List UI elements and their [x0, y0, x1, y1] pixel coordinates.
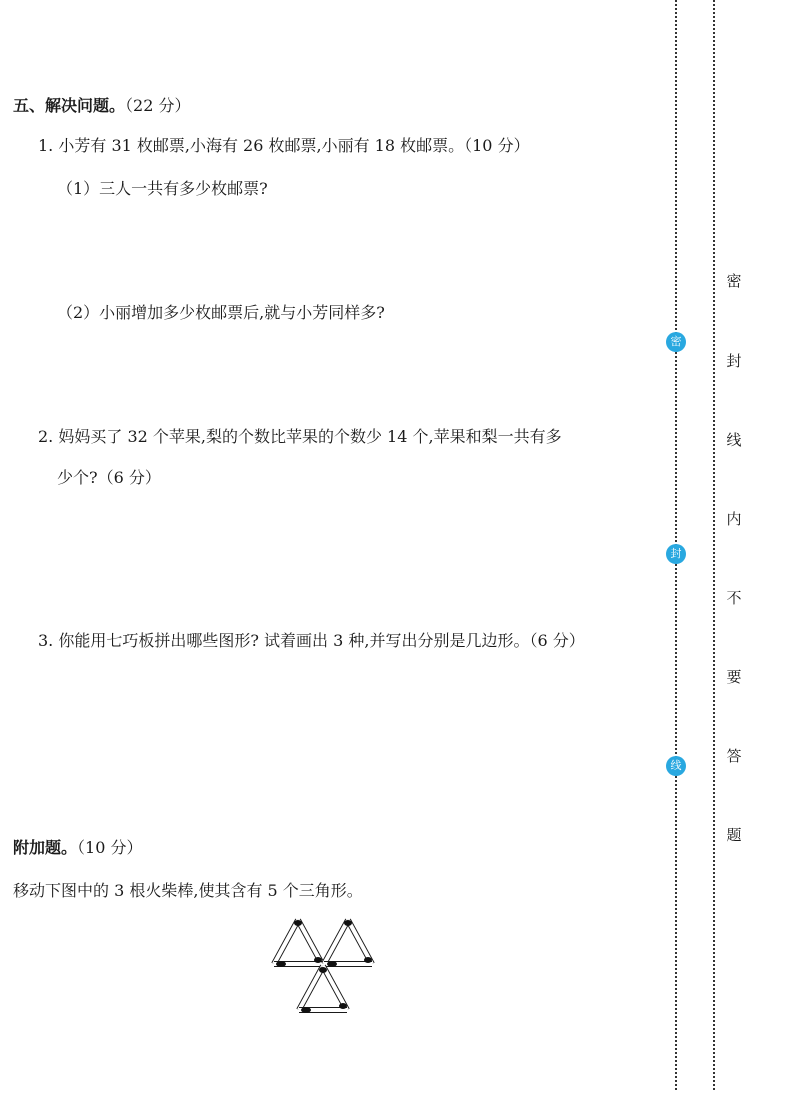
question-2-line-1: 2. 妈妈买了 32 个苹果,梨的个数比苹果的个数少 14 个,苹果和梨一共有多 [38, 427, 562, 446]
bonus-question: 移动下图中的 3 根火柴棒,使其含有 5 个三角形。 [13, 881, 363, 900]
match-head [276, 961, 286, 967]
binding-dotted-line-right [713, 0, 715, 1090]
matchstick [324, 920, 348, 964]
section-5-title-text: 五、解决问题。 [13, 96, 126, 115]
question-3: 3. 你能用七巧板拼出哪些图形? 试着画出 3 种,并写出分别是几边形。（6 分） [38, 631, 585, 650]
seal-char: 题 [726, 826, 742, 844]
matchstick [299, 966, 323, 1010]
matchstick-figure [262, 908, 384, 1016]
bonus-points: （10 分） [77, 838, 143, 857]
bonus-title [13, 835, 142, 858]
question-1-part-2: （2）小丽增加多少枚邮票后,就与小芳同样多? [57, 303, 385, 322]
question-2-line-2: 少个?（6 分） [57, 468, 161, 487]
match-head [327, 961, 337, 967]
match-head [294, 920, 302, 926]
seal-circle-tag: 封 [666, 544, 686, 564]
bonus-title-text: 附加题。 [13, 838, 78, 857]
match-head [344, 920, 352, 926]
seal-circle-tag: 密 [666, 332, 686, 352]
seal-char: 不 [726, 589, 742, 607]
question-1-part-1: （1）三人一共有多少枚邮票? [57, 179, 268, 198]
section-5-points: （22 分） [125, 96, 191, 115]
match-head [301, 1007, 311, 1013]
section-5-title [13, 93, 190, 116]
matchstick [274, 920, 298, 964]
question-1: 1. 小芳有 31 枚邮票,小海有 26 枚邮票,小丽有 18 枚邮票。（10 分） [38, 136, 530, 155]
match-head [319, 967, 327, 973]
seal-char: 封 [726, 352, 742, 370]
seal-char: 要 [726, 668, 742, 686]
seal-char: 答 [726, 747, 742, 765]
match-head [314, 957, 322, 963]
match-head [339, 1003, 347, 1009]
seal-char: 内 [726, 510, 742, 528]
seal-circle-tag: 线 [666, 756, 686, 776]
seal-char: 密 [726, 272, 742, 290]
match-head [364, 957, 372, 963]
seal-char: 线 [726, 431, 742, 449]
